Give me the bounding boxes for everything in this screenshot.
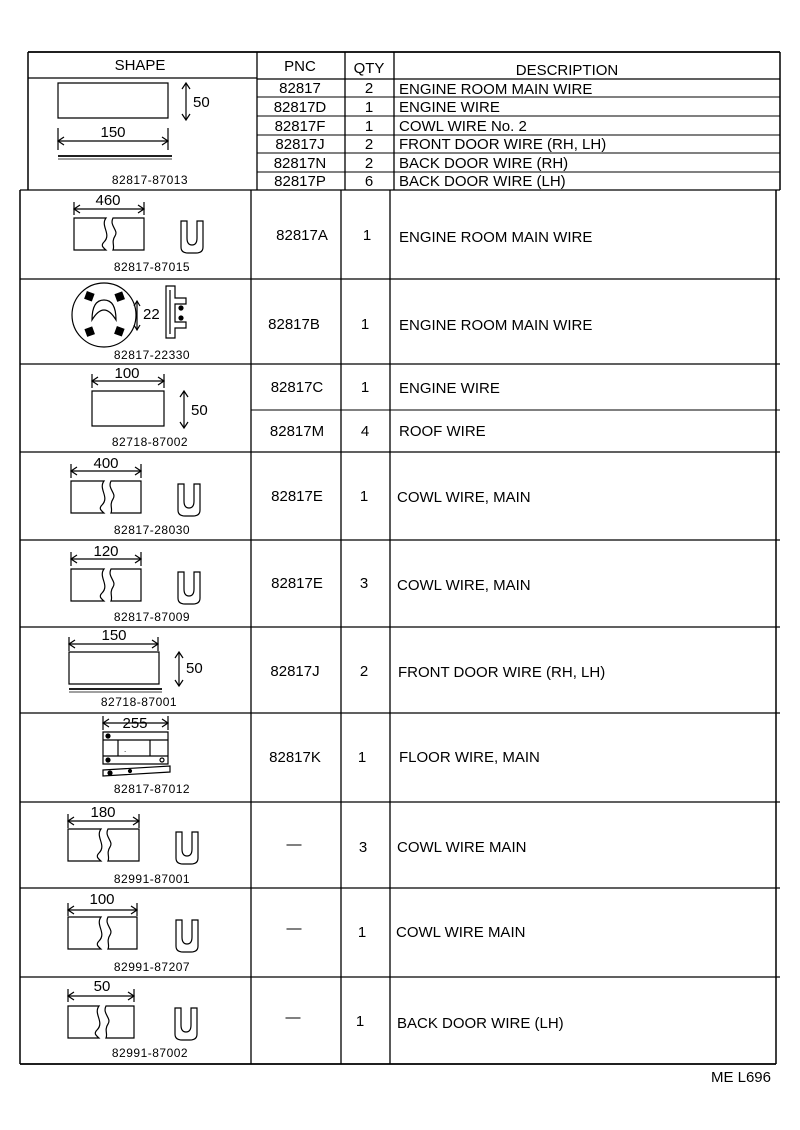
pnc-cell: 82817A bbox=[276, 227, 328, 244]
qty-cell: 1 bbox=[357, 749, 367, 766]
drawing-code: ME L696 bbox=[710, 1069, 771, 1086]
qty-cell: 3 bbox=[359, 575, 369, 592]
dimension-label: 50 bbox=[191, 402, 208, 419]
group-82991-87207 bbox=[68, 891, 525, 974]
shape-drawing-grommet-strip bbox=[68, 814, 198, 864]
dimension-label: 120 bbox=[93, 543, 119, 560]
pnc-cell: 82817J bbox=[270, 663, 320, 680]
pnc-cell: 82817M bbox=[269, 423, 325, 440]
dimension-label: 50 bbox=[193, 94, 210, 111]
shape-drawing-grommet-strip bbox=[68, 989, 197, 1040]
description-cell: COWL WIRE MAIN bbox=[396, 924, 526, 941]
dimension-label: 150 bbox=[101, 627, 127, 644]
dimension-label: 400 bbox=[93, 455, 119, 472]
pnc-cell: 82817E bbox=[271, 488, 323, 505]
description-cell: FLOOR WIRE, MAIN bbox=[399, 749, 540, 766]
qty-cell: 1 bbox=[364, 118, 374, 135]
pnc-cell: 82817K bbox=[269, 749, 321, 766]
qty-cell: 3 bbox=[358, 839, 368, 856]
dimension-label: 22 bbox=[143, 306, 160, 323]
qty-cell: 4 bbox=[360, 423, 370, 440]
description-cell: FRONT DOOR WIRE (RH, LH) bbox=[399, 136, 607, 153]
dimension-label: 150 bbox=[100, 124, 126, 141]
part-number: 82991-87207 bbox=[113, 960, 191, 974]
pnc-cell: 82817N bbox=[273, 155, 327, 172]
shape-drawing-grommet-strip bbox=[71, 464, 200, 516]
group-82817-87012 bbox=[103, 715, 540, 796]
part-number: 82817-87013 bbox=[111, 173, 189, 187]
qty-cell: 1 bbox=[355, 1013, 365, 1030]
part-number: 82817-28030 bbox=[113, 523, 191, 537]
description-cell: COWL WIRE No. 2 bbox=[399, 118, 527, 135]
shape-drawing-flat-pad bbox=[92, 374, 188, 428]
part-number: 82718-87001 bbox=[100, 695, 178, 709]
description-cell: BACK DOOR WIRE (RH) bbox=[399, 155, 569, 172]
qty-cell: 2 bbox=[364, 136, 374, 153]
group-82817-87015 bbox=[74, 192, 592, 274]
description-cell: COWL WIRE MAIN bbox=[397, 839, 527, 856]
dimension-label: 460 bbox=[95, 192, 121, 209]
qty-cell: 1 bbox=[359, 488, 369, 505]
pnc-cell: 82817E bbox=[271, 575, 323, 592]
description-cell: BACK DOOR WIRE (LH) bbox=[399, 173, 566, 190]
dimension-label: 100 bbox=[89, 891, 115, 908]
qty-cell: 6 bbox=[364, 173, 374, 190]
pnc-cell: 82817C bbox=[270, 379, 324, 396]
part-number: 82817-87015 bbox=[113, 260, 191, 274]
header-description: DESCRIPTION bbox=[515, 62, 619, 79]
qty-cell: 2 bbox=[364, 155, 374, 172]
description-cell: ENGINE ROOM MAIN WIRE bbox=[399, 229, 593, 246]
qty-cell: 1 bbox=[362, 227, 372, 244]
shape-drawing-flat-pad bbox=[69, 637, 183, 692]
description-cell: ROOF WIRE bbox=[399, 423, 486, 440]
description-cell: ENGINE ROOM MAIN WIRE bbox=[399, 317, 593, 334]
pnc-cell: — bbox=[286, 836, 302, 853]
qty-cell: 1 bbox=[364, 99, 374, 116]
qty-cell: 1 bbox=[360, 316, 370, 333]
group-82718-87002 bbox=[92, 365, 500, 449]
shape-drawing-grommet-strip bbox=[71, 552, 200, 604]
part-number: 82817-22330 bbox=[113, 348, 191, 362]
dimension-label: 180 bbox=[90, 804, 116, 821]
dimension-label: 255 bbox=[122, 715, 148, 732]
pnc-cell: 82817B bbox=[268, 316, 320, 333]
pnc-cell: — bbox=[285, 1009, 301, 1026]
header-pnc: PNC bbox=[284, 58, 316, 75]
shape-drawing-grommet-strip bbox=[74, 202, 203, 253]
description-cell: FRONT DOOR WIRE (RH, LH) bbox=[398, 664, 606, 681]
group-82817-28030 bbox=[71, 455, 531, 537]
description-cell: ENGINE WIRE bbox=[399, 380, 500, 397]
description-cell: COWL WIRE, MAIN bbox=[397, 489, 531, 506]
dimension-label: 50 bbox=[93, 978, 111, 995]
description-cell: ENGINE ROOM MAIN WIRE bbox=[399, 81, 593, 98]
part-number: 82817-87012 bbox=[113, 782, 191, 796]
group-82991-87001 bbox=[68, 804, 526, 886]
group-82718-87001 bbox=[69, 627, 605, 709]
svg-text:.: . bbox=[124, 745, 127, 754]
pnc-cell: 82817 bbox=[279, 80, 321, 97]
pnc-cell: 82817P bbox=[274, 173, 326, 190]
qty-cell: 2 bbox=[359, 663, 369, 680]
dimension-label: 100 bbox=[114, 365, 140, 382]
description-cell: BACK DOOR WIRE (LH) bbox=[397, 1015, 564, 1032]
group-82817-87009 bbox=[71, 543, 531, 624]
dimension-label: 50 bbox=[186, 660, 203, 677]
pnc-cell: 82817J bbox=[275, 136, 325, 153]
pnc-cell: — bbox=[286, 920, 302, 937]
group-82817-22330 bbox=[72, 283, 592, 362]
group-82991-87002 bbox=[68, 978, 564, 1060]
table-header bbox=[115, 57, 619, 79]
part-number: 82718-87002 bbox=[111, 435, 189, 449]
part-number: 82991-87001 bbox=[113, 872, 191, 886]
shape-drawing-flat-pad bbox=[58, 83, 190, 159]
header-shape: SHAPE bbox=[114, 57, 166, 74]
qty-cell: 2 bbox=[364, 80, 374, 97]
header-qty: QTY bbox=[353, 60, 385, 77]
qty-cell: 1 bbox=[357, 924, 367, 941]
description-cell: COWL WIRE, MAIN bbox=[397, 577, 531, 594]
part-number: 82817-87009 bbox=[113, 610, 191, 624]
shape-drawing-round-clamp bbox=[72, 283, 186, 347]
description-cell: ENGINE WIRE bbox=[399, 99, 500, 116]
part-number: 82991-87002 bbox=[111, 1046, 189, 1060]
shape-drawing-grommet-strip bbox=[68, 903, 198, 952]
pnc-cell: 82817F bbox=[274, 118, 326, 135]
qty-cell: 1 bbox=[360, 379, 370, 396]
pnc-cell: 82817D bbox=[273, 99, 327, 116]
